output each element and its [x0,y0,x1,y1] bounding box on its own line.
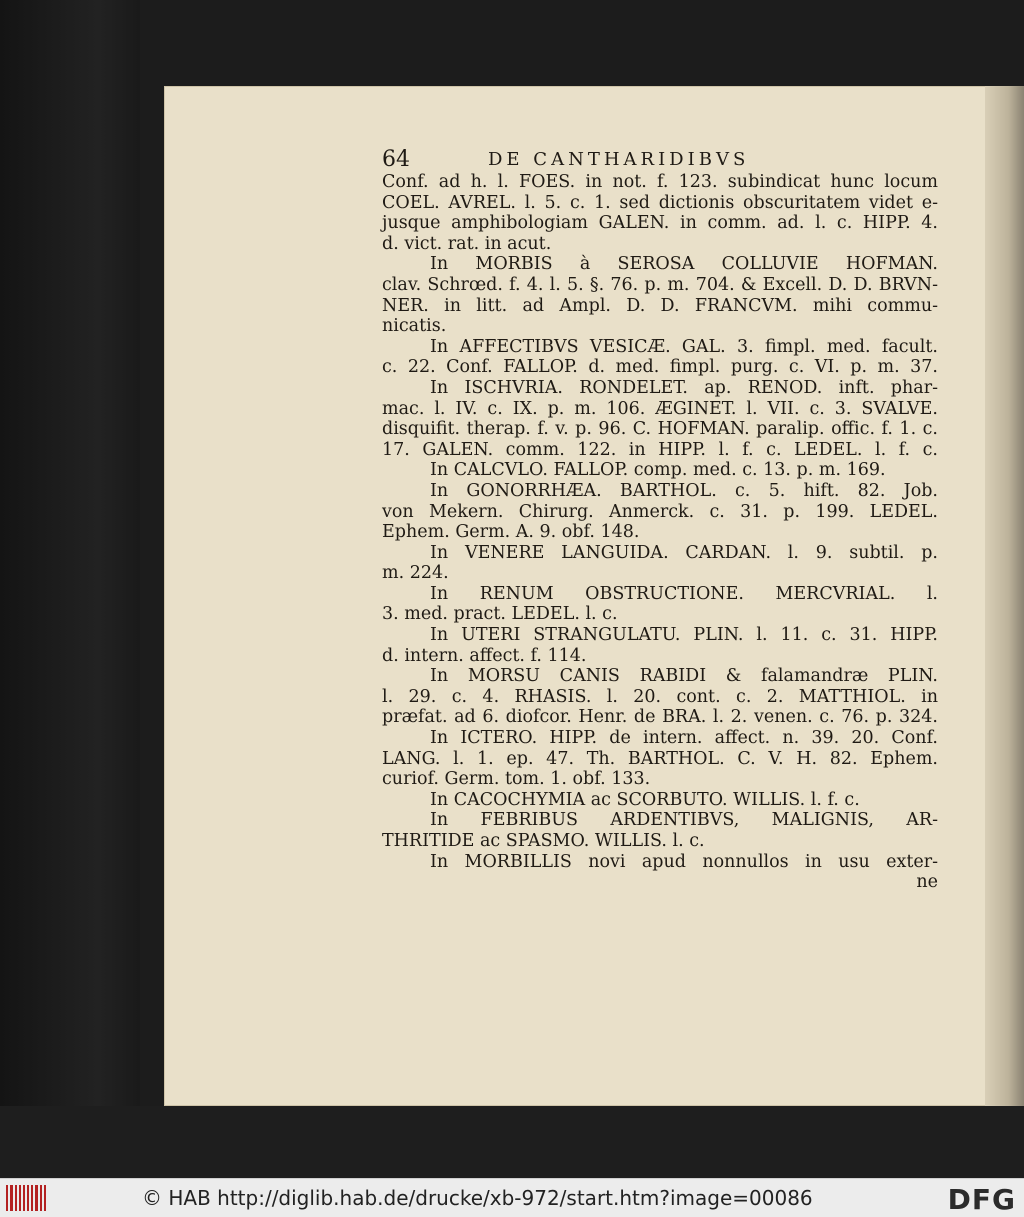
text-line: d. vict. rat. in acut. [382,233,552,254]
text-line: disquifit. therap. f. v. p. 96. C. HOFMAN. paralip. offic. f. 1. c. [382,419,938,440]
page-header [382,148,938,172]
text-line: In ISCHVRIA. RONDELET. ap. RENOD. inft. phar- [430,377,938,398]
text-line: In MORSU CANIS RABIDI & falamandræ PLIN. [430,666,938,687]
copyright-link[interactable]: © HAB http://diglib.hab.de/drucke/xb-972/start.htm?image=00086 [142,1186,813,1210]
text-line: NER. in litt. ad Ampl. D. D. FRANCVM. mihi commu- [382,295,938,316]
footer-bar [0,1178,1024,1217]
text-line: m. 224. [382,563,449,584]
scan-bottom-margin [0,1106,1024,1178]
book-cover-edge [0,0,140,1178]
text-line: In CACOCHYMIA ac SCORBUTO. WILLIS. l. f. c. [430,789,860,810]
text-line: In MORBIS à SEROSA COLLUVIE HOFMAN. [430,254,938,275]
text-line: von Mekern. Chirurg. Anmerck. c. 31. p. 199. LEDEL. [382,501,938,522]
text-line: mac. l. IV. c. IX. p. m. 106. ÆGINET. l. VII. c. 3. SVALVE. [382,398,938,419]
text-line: In RENUM OBSTRUCTIONE. MERCVRIAL. l. [430,583,938,604]
text-line: In FEBRIBUS ARDENTIBVS, MALIGNIS, AR- [430,810,938,831]
dfg-logo: DFG [947,1183,1016,1216]
text-line: In MORBILLIS novi apud nonnullos in usu exter- [430,851,938,872]
text-line: 3. med. pract. LEDEL. l. c. [382,604,618,625]
text-line: THRITIDE ac SPASMO. WILLIS. l. c. [382,831,705,851]
text-line: COEL. AVREL. l. 5. c. 1. sed dictionis obscuritatem videt e- [382,192,938,213]
text-line: In CALCVLO. FALLOP. comp. med. c. 13. p. m. 169. [430,460,886,481]
text-line: LANG. l. 1. ep. 47. Th. BARTHOL. C. V. H. 82. Ephem. [382,748,938,769]
text-line: c. 22. Conf. FALLOP. d. med. fimpl. purg. c. VI. p. m. 37. [382,357,938,378]
text-line: In GONORRHÆA. BARTHOL. c. 5. hift. 82. Job. [430,480,938,501]
text-line: l. 29. c. 4. RHASIS. l. 20. cont. c. 2. MATTHIOL. in [382,686,938,707]
page-text [382,148,938,893]
text-line: præfat. ad 6. diofcor. Henr. de BRA. l. 2. venen. c. 76. p. 324. [382,707,938,728]
text-line: jusque amphibologiam GALEN. in comm. ad. l. c. HIPP. 4. [382,213,938,234]
text-line: 17. GALEN. comm. 122. in HIPP. l. f. c. LEDEL. l. f. c. [382,439,938,460]
text-line: clav. Schrœd. f. 4. l. 5. §. 76. p. m. 704. & Excell. D. D. BRVN- [382,274,938,295]
text-line: nicatis. [382,316,447,337]
text-line: In VENERE LANGUIDA. CARDAN. l. 9. subtil. p. [430,542,938,563]
text-line: curiof. Germ. tom. 1. obf. 133. [382,769,651,790]
text-line: In ICTERO. HIPP. de intern. affect. n. 39. 20. Conf. [430,728,938,749]
text-line: Conf. ad h. l. FOES. in not. f. 123. subindicat hunc locum [382,172,938,192]
page-number: 64 [382,147,410,172]
text-line: In UTERI STRANGULATU. PLIN. l. 11. c. 31. HIPP. [430,625,938,646]
page-edge [985,86,1024,1106]
catchword: ne [916,872,938,893]
text-line: Ephem. Germ. A. 9. obf. 148. [382,522,640,543]
text-line: In AFFECTIBVS VESICÆ. GAL. 3. fimpl. med. facult. [430,336,938,357]
text-line: d. intern. affect. f. 114. [382,645,587,666]
barcode-icon [6,1185,46,1211]
running-title: DE CANTHARIDIBVS [488,149,750,170]
